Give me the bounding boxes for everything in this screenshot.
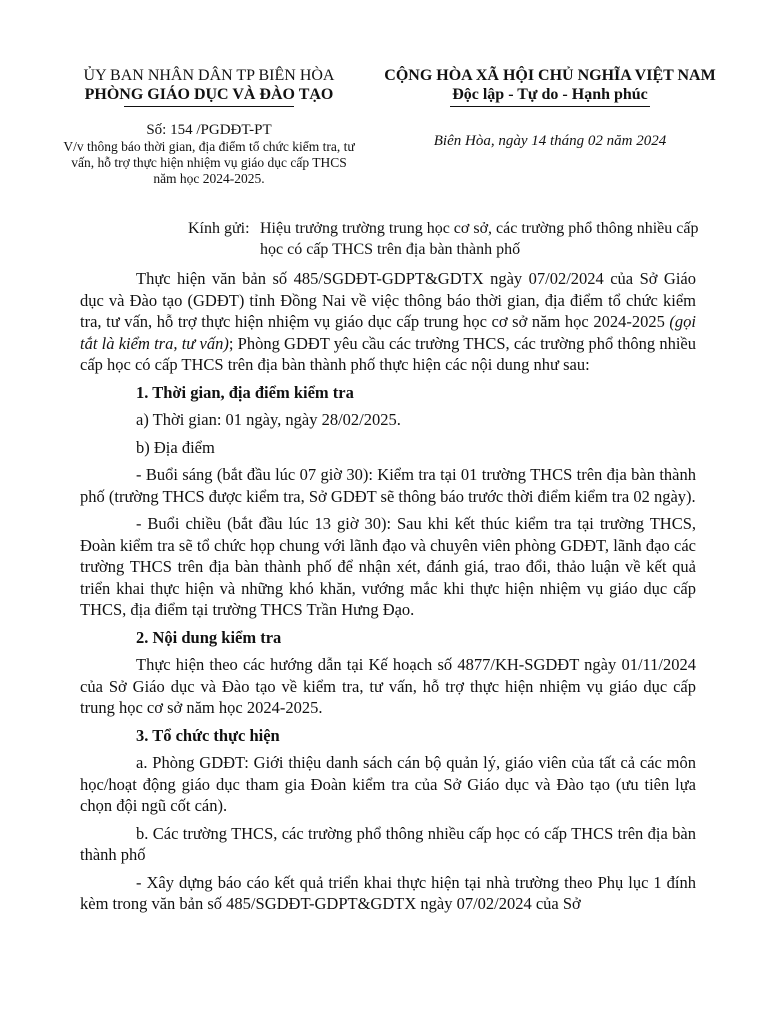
paragraph-1a: a) Thời gian: 01 ngày, ngày 28/02/2025. — [136, 410, 401, 429]
header-right — [360, 66, 740, 150]
issuing-department: PHÒNG GIÁO DỤC VÀ ĐÀO TẠO — [84, 86, 334, 103]
header-left — [60, 66, 358, 187]
intro-paragraph: Thực hiện văn bản số 485/SGDĐT-GDPT&GDTX ngày 07/02/2024 của Sở Giáo dục và Đào tạo (GDĐT) tỉnh Đồng Nai về việc thông báo thời gian, địa điểm tổ chức kiểm tra, tư vấn, hỗ trợ thực hiện nhiệm vụ giáo dục cấp trung học cơ sở năm học 2024-2025 (gọi tắt là kiểm tra, tư vấn); Phòng GDĐT yêu cầu các trường THCS, các trường phổ thông nhiều cấp học có cấp THCS trên địa bàn thành phố thực hiện các nội dung như sau: — [80, 269, 696, 374]
recipient-label: Kính gửi: — [188, 220, 250, 237]
header-right-rule — [450, 106, 650, 107]
header-left-rule — [124, 106, 294, 107]
section-heading-2: 2. Nội dung kiểm tra — [136, 627, 282, 647]
paragraph-1c: - Buổi sáng (bắt đầu lúc 07 giờ 30): Kiểm tra tại 01 trường THCS trên địa bàn thành phố (trường THCS được kiểm tra, Sở GDĐT sẽ thông báo trước thời điểm kiểm tra 02 ngày). — [80, 465, 696, 506]
issue-date: Biên Hòa, ngày 14 tháng 02 năm 2024 — [433, 133, 667, 149]
national-title: CỘNG HÒA XÃ HỘI CHỦ NGHĨA VIỆT NAM — [384, 67, 716, 84]
paragraph-1b: b) Địa điểm — [136, 437, 215, 457]
paragraph-3a: a. Phòng GDĐT: Giới thiệu danh sách cán bộ quản lý, giáo viên của tất cả các môn học/hoạt động giáo dục tham gia Đoàn kiểm tra của Sở Giáo dục và Đào tạo (ưu tiên lựa chọn đội ngũ cốt cán). — [80, 753, 696, 815]
document-body — [80, 268, 696, 921]
paragraph-3c: - Xây dựng báo cáo kết quả triển khai thực hiện tại nhà trường theo Phụ lục 1 đính kèm trong văn bản số 485/SGDĐT-GDPT&GDTX ngày 07/02/2024 của Sở — [80, 872, 696, 913]
section-heading-3: 3. Tổ chức thực hiện — [136, 725, 280, 745]
document-subject: V/v thông báo thời gian, địa điểm tổ chức kiểm tra, tư vấn, hỗ trợ thực hiện nhiệm vụ giáo dục cấp THCS năm học 2024-2025. — [63, 139, 355, 186]
issuing-authority: ỦY BAN NHÂN DÂN TP BIÊN HÒA — [83, 67, 335, 84]
section-heading-1: 1. Thời gian, địa điểm kiểm tra — [136, 382, 354, 402]
paragraph-3b: b. Các trường THCS, các trường phổ thông nhiều cấp học có cấp THCS trên địa bàn thành phố — [80, 823, 696, 864]
recipient-text: Hiệu trưởng trường trung học cơ sở, các trường phổ thông nhiều cấp học có cấp THCS trên địa bàn thành phố — [260, 220, 699, 258]
paragraph-2: Thực hiện theo các hướng dẫn tại Kế hoạch số 4877/KH-SGDĐT ngày 01/11/2024 của Sở Giáo dục và Đào tạo về kiểm tra, tư vấn, hỗ trợ thực hiện nhiệm vụ giáo dục cấp trung học cơ sở năm học 2024-2025. — [80, 655, 696, 717]
paragraph-1d: - Buổi chiều (bắt đầu lúc 13 giờ 30): Sau khi kết thúc kiểm tra tại trường THCS, Đoàn kiểm tra sẽ tổ chức họp chung với lãnh đạo và chuyên viên phòng GDĐT, lãnh đạo các trường THCS trên địa bàn thành phố để nhận xét, đánh giá, trao đổi, thảo luận về kết quả triển khai thực hiện và những khó khăn, vướng mắc khi thực hiện nhiệm vụ giáo dục cấp THCS, địa điểm tại trường THCS Trần Hưng Đạo. — [80, 514, 696, 619]
national-motto: Độc lập - Tự do - Hạnh phúc — [452, 86, 648, 103]
document-number: Số: 154 /PGDĐT-PT — [146, 122, 272, 138]
intro-emphasis: (gọi tắt là kiểm tra, tư vấn) — [80, 312, 696, 353]
